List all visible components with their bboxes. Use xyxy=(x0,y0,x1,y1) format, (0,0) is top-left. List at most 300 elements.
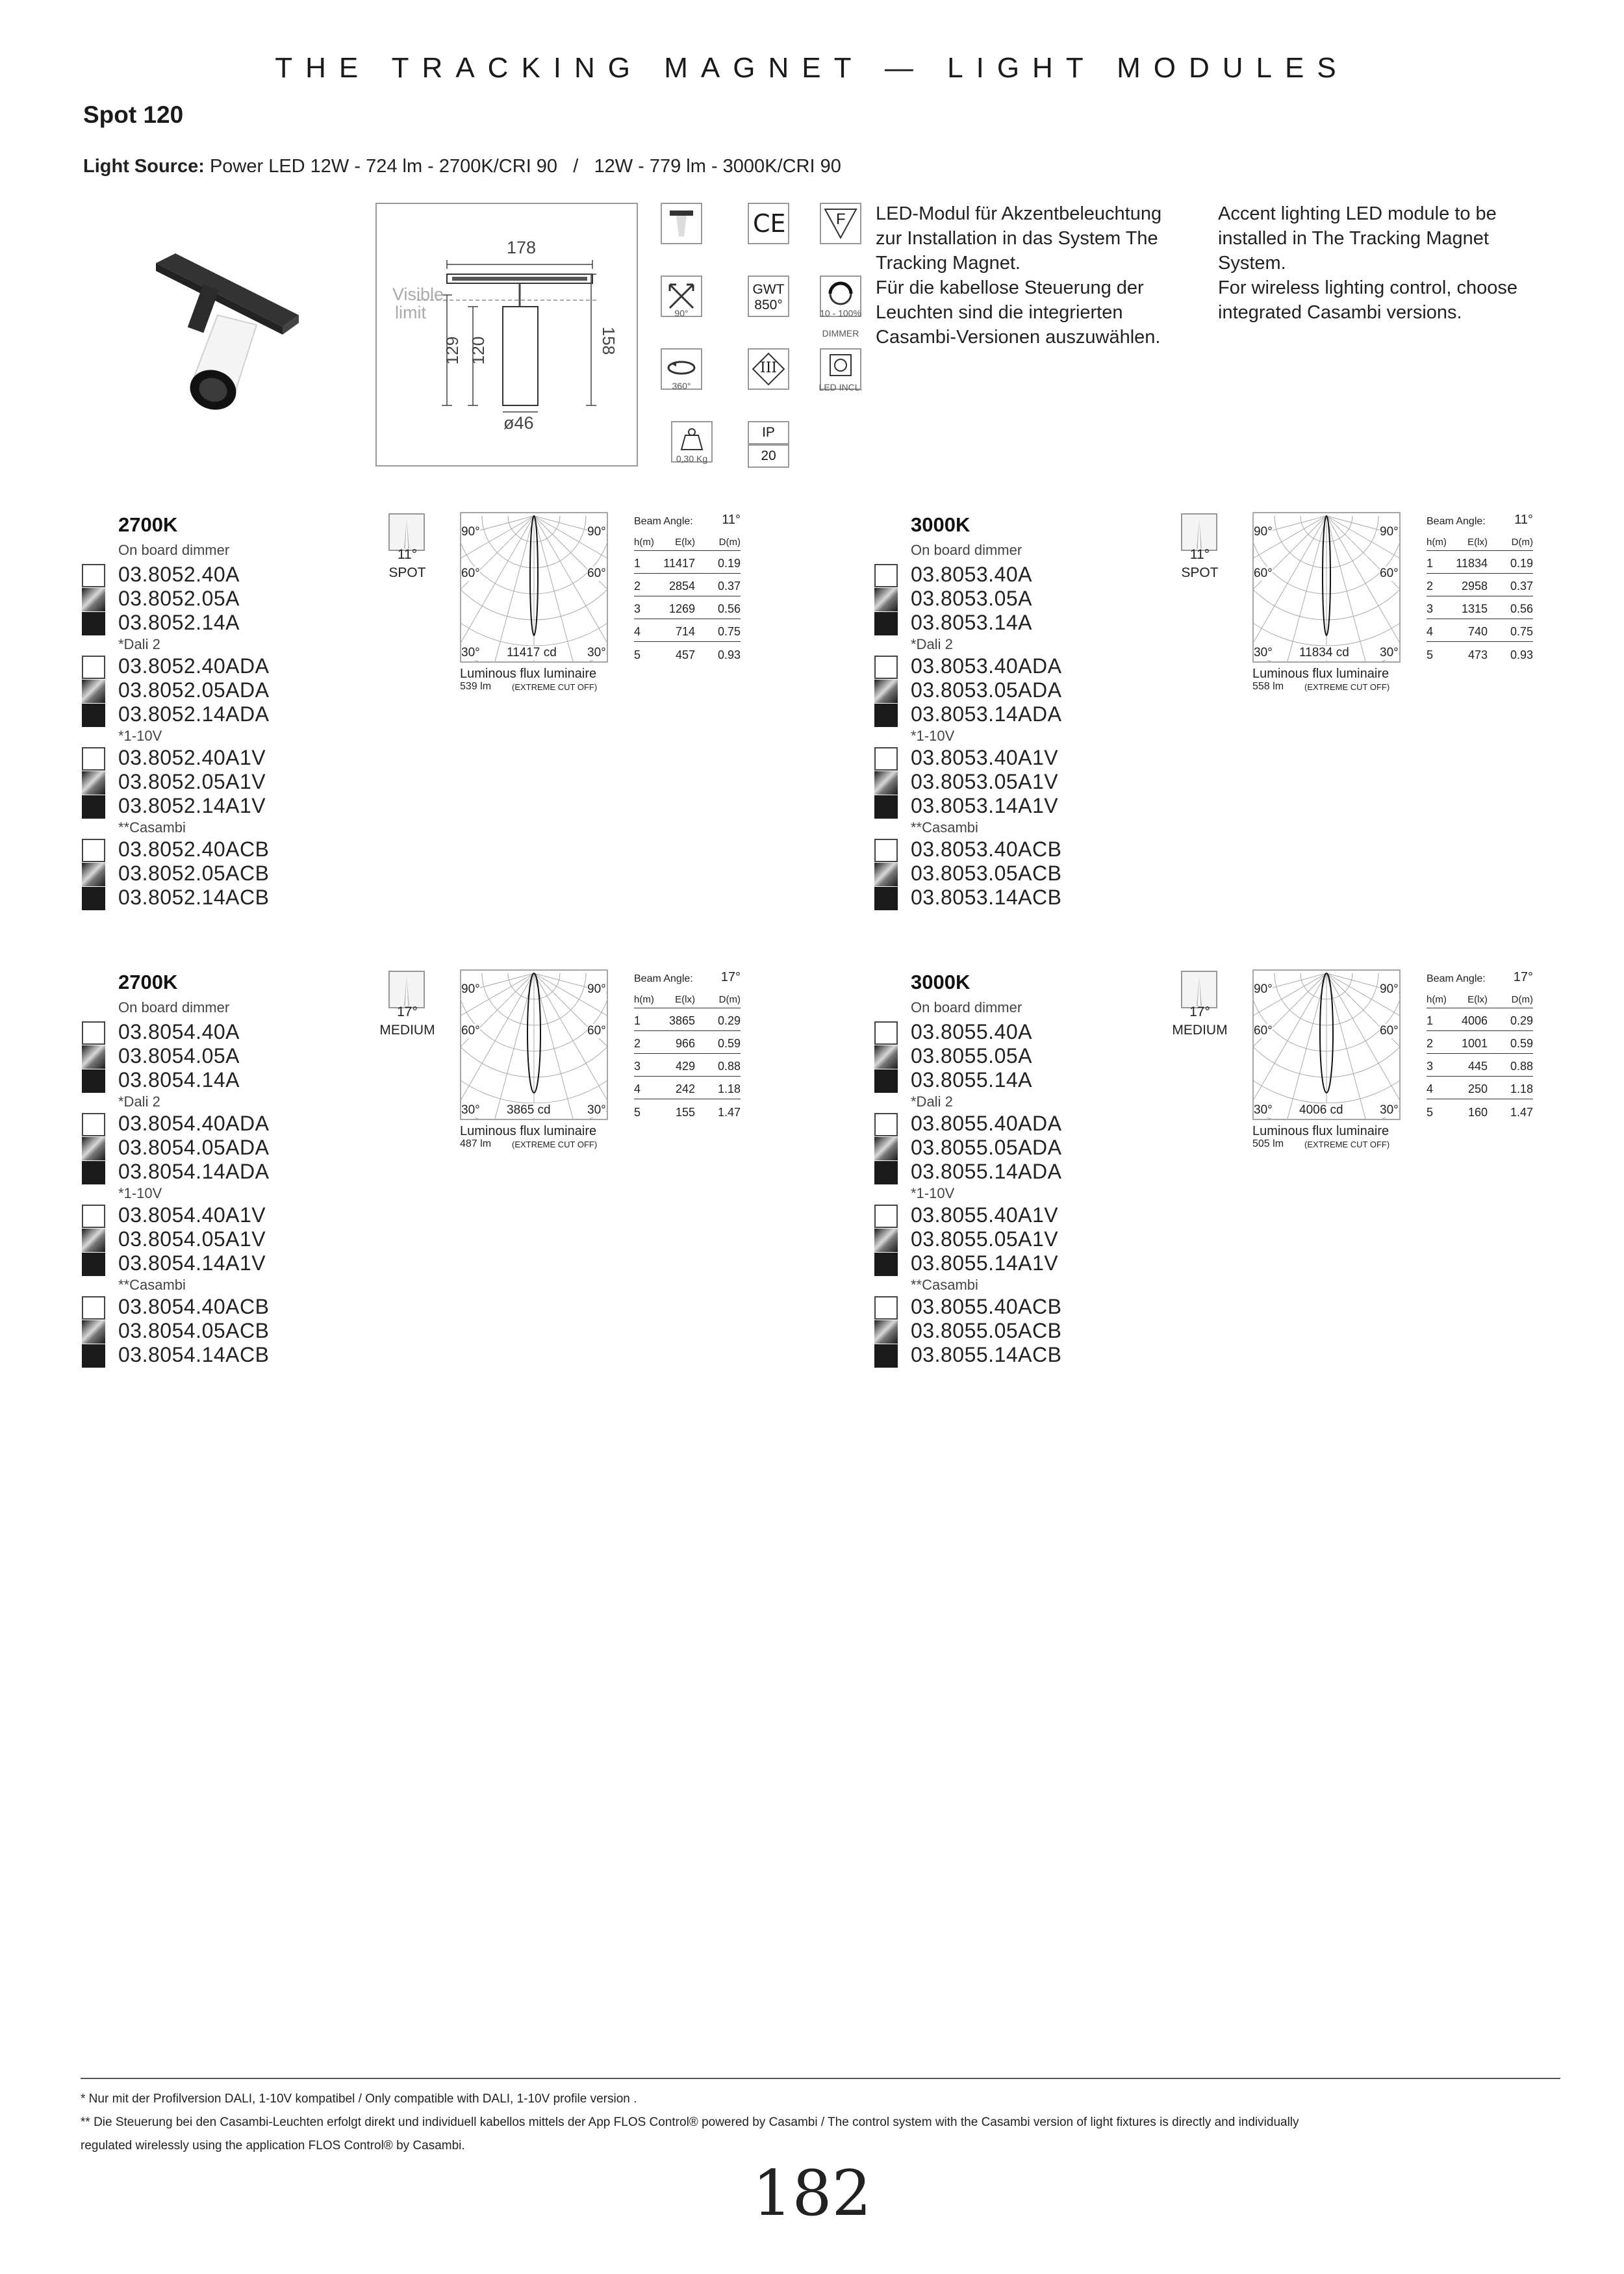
article-code: 03.8052.40A xyxy=(118,563,240,586)
table-header-cell: h(m) xyxy=(634,537,654,548)
table-angle: 11° xyxy=(1514,513,1533,527)
article-code: 03.8054.05A xyxy=(118,1044,240,1067)
technical-drawing xyxy=(375,203,638,466)
table-angle: 11° xyxy=(722,513,741,527)
table-cell: 740 xyxy=(1467,625,1488,638)
beam-angle-label: 17° xyxy=(397,1004,418,1019)
article-code: 03.8055.40A1V xyxy=(911,1203,1059,1227)
polar-angle-label: 30° xyxy=(461,646,480,659)
article-code: 03.8052.14ACB xyxy=(118,886,270,909)
article-code: 03.8053.05ACB xyxy=(911,862,1062,885)
table-cell: 155 xyxy=(675,1106,695,1119)
polar-angle-label: 60° xyxy=(461,567,480,580)
article-code: 03.8052.14A xyxy=(118,611,240,634)
table-header-cell: E(lx) xyxy=(675,537,695,548)
ip-icon: IP xyxy=(748,421,789,444)
cutoff-label: (EXTREME CUT OFF) xyxy=(512,1140,598,1149)
table-header-cell: D(m) xyxy=(718,994,741,1005)
article-code: 03.8052.05A1V xyxy=(118,770,266,793)
swatch-chrome xyxy=(82,771,105,795)
swatch-black xyxy=(874,1253,898,1276)
code-section-label: **Casambi xyxy=(118,819,186,836)
article-code: 03.8053.14ACB xyxy=(911,886,1062,909)
table-cell: 0.56 xyxy=(1510,602,1533,615)
article-code: 03.8052.14A1V xyxy=(118,794,266,817)
polar-angle-label: 60° xyxy=(1254,567,1273,580)
table-header-row xyxy=(634,528,741,551)
article-code: 03.8054.05A1V xyxy=(118,1227,266,1251)
description-en-line: Accent lighting LED module to be xyxy=(1218,203,1497,224)
cutoff-label: (EXTREME CUT OFF) xyxy=(1304,682,1390,692)
swatch-black xyxy=(874,1161,898,1184)
description-en-line: System. xyxy=(1218,253,1286,274)
dim-width: 178 xyxy=(507,238,537,257)
swatch-chrome xyxy=(874,1320,898,1344)
table-cell: 160 xyxy=(1467,1106,1488,1119)
beam-type-label: MEDIUM xyxy=(1172,1023,1228,1038)
polar-angle-label: 90° xyxy=(461,525,480,539)
table-cell: 11417 xyxy=(663,557,695,570)
swatch-chrome xyxy=(82,1229,105,1252)
code-section-label: **Casambi xyxy=(911,819,978,836)
swatch-white xyxy=(874,1205,898,1228)
table-cell: 2854 xyxy=(668,580,695,593)
article-code: 03.8053.40A xyxy=(911,563,1032,586)
group-temperature: 2700K xyxy=(118,971,178,993)
illuminance-table xyxy=(634,512,741,665)
footnote-2: ** Die Steuerung bei den Casambi-Leuchten erfolgt direkt und individuell kabellos mittels der App FLOS Control® powered by Casambi / The control system with the Casambi version of light fixtures is directly and individually xyxy=(81,2115,1299,2129)
table-cell: 445 xyxy=(1467,1060,1488,1073)
table-row xyxy=(634,574,741,596)
article-code: 03.8055.40A xyxy=(911,1020,1032,1043)
table-header-cell: h(m) xyxy=(634,994,654,1005)
footer-divider xyxy=(81,2078,1560,2079)
article-code: 03.8053.40A1V xyxy=(911,746,1059,769)
dimmer-range: 10 - 100% xyxy=(820,308,861,318)
table-title: Beam Angle: xyxy=(634,973,693,984)
table-cell: 1.18 xyxy=(717,1082,741,1095)
page-header: THE TRACKING MAGNET — LIGHT MODULES xyxy=(275,52,1349,84)
article-code: 03.8053.14A xyxy=(911,611,1032,634)
article-code: 03.8055.14A xyxy=(911,1068,1032,1092)
table-row xyxy=(634,1008,741,1031)
table-row xyxy=(634,1031,741,1054)
table-header-row xyxy=(1427,528,1533,551)
table-cell: 3 xyxy=(634,1060,641,1073)
dimmer-label: DIMMER xyxy=(822,328,859,339)
flux-label: Luminous flux luminaire xyxy=(460,1124,597,1138)
description-de-line: Leuchten sind die integrierten xyxy=(876,302,1123,323)
track-icon xyxy=(661,203,702,244)
table-row xyxy=(1427,1077,1533,1099)
code-section-label: *1-10V xyxy=(118,1185,162,1201)
polar-angle-label: 30° xyxy=(587,1103,606,1117)
swatch-black xyxy=(82,704,105,727)
swatch-chrome xyxy=(874,771,898,795)
swatch-black xyxy=(82,1161,105,1184)
table-cell: 0.93 xyxy=(1510,648,1533,661)
beam-angle-label: 11° xyxy=(1189,547,1210,562)
swatch-chrome xyxy=(874,1137,898,1160)
article-code: 03.8052.14ADA xyxy=(118,702,270,726)
article-code: 03.8055.14ADA xyxy=(911,1160,1062,1183)
table-cell: 0.37 xyxy=(717,580,741,593)
table-title-row xyxy=(1427,969,1533,985)
table-title-row xyxy=(634,969,741,985)
flux-value: 505 lm xyxy=(1252,1138,1284,1149)
swatch-chrome xyxy=(82,588,105,611)
article-code: 03.8055.40ACB xyxy=(911,1295,1062,1318)
table-cell: 5 xyxy=(634,648,641,661)
swatch-chrome xyxy=(874,588,898,611)
class-iii-icon xyxy=(748,348,789,390)
table-row xyxy=(634,642,741,665)
polar-angle-label: 60° xyxy=(1380,1024,1399,1038)
table-cell: 5 xyxy=(1427,648,1434,661)
table-cell: 5 xyxy=(1427,1106,1434,1119)
swatch-black xyxy=(874,887,898,910)
swatch-white xyxy=(874,564,898,587)
table-cell: 2 xyxy=(634,1037,641,1050)
table-cell: 0.75 xyxy=(1510,625,1533,638)
article-code: 03.8053.40ADA xyxy=(911,654,1062,678)
table-cell: 242 xyxy=(675,1082,695,1095)
beam-icon xyxy=(388,971,425,1008)
table-cell: 0.93 xyxy=(717,648,741,661)
table-cell: 0.29 xyxy=(1510,1014,1533,1027)
article-code: 03.8052.40ADA xyxy=(118,654,270,678)
table-cell: 0.88 xyxy=(717,1060,741,1073)
table-cell: 1315 xyxy=(1461,602,1488,615)
product-photo xyxy=(149,250,312,426)
flux-label: Luminous flux luminaire xyxy=(1252,667,1389,681)
table-cell: 0.19 xyxy=(1510,557,1533,570)
table-cell: 0.56 xyxy=(717,602,741,615)
polar-diagram xyxy=(1252,512,1401,663)
table-cell: 0.75 xyxy=(717,625,741,638)
table-cell: 0.29 xyxy=(717,1014,741,1027)
cutoff-label: (EXTREME CUT OFF) xyxy=(1304,1140,1390,1149)
table-row xyxy=(1427,619,1533,642)
article-code: 03.8053.40ACB xyxy=(911,837,1062,861)
light-source xyxy=(83,156,841,177)
swatch-white xyxy=(82,747,105,771)
code-section-label: *1-10V xyxy=(911,728,955,744)
description-de-line: Tracking Magnet. xyxy=(876,253,1021,274)
beam-angle-label: 17° xyxy=(1189,1004,1210,1019)
led-included-label: LED INCL. xyxy=(818,382,863,392)
table-row xyxy=(1427,1099,1533,1122)
beam-icon xyxy=(388,513,425,551)
table-cell: 473 xyxy=(1467,648,1488,661)
article-code: 03.8054.14A xyxy=(118,1068,240,1092)
description-de xyxy=(876,201,1161,350)
swatch-chrome xyxy=(874,680,898,703)
table-cell: 0.37 xyxy=(1510,580,1533,593)
swatch-white xyxy=(874,1021,898,1045)
table-cell: 1269 xyxy=(668,602,695,615)
table-header-cell: h(m) xyxy=(1427,537,1447,548)
beam-icon xyxy=(1181,513,1217,551)
swatch-white xyxy=(874,656,898,679)
article-code: 03.8054.14ACB xyxy=(118,1343,270,1366)
group-subtitle: On board dimmer xyxy=(118,542,230,558)
swatch-white xyxy=(82,1205,105,1228)
code-section-label: *Dali 2 xyxy=(118,1093,160,1110)
group-temperature: 3000K xyxy=(911,513,971,536)
table-cell: 11834 xyxy=(1456,557,1488,570)
article-code: 03.8055.40ADA xyxy=(911,1112,1062,1135)
light-source-value: Power LED 12W - 724 lm - 2700K/CRI 90 / 12W - 779 lm - 3000K/CRI 90 xyxy=(204,156,841,177)
polar-angle-label: 90° xyxy=(1380,982,1399,996)
table-cell: 4 xyxy=(634,1082,641,1095)
beam-type-label: MEDIUM xyxy=(379,1023,435,1038)
flux-label: Luminous flux luminaire xyxy=(460,667,597,681)
table-title: Beam Angle: xyxy=(1427,973,1486,984)
illuminance-table xyxy=(634,969,741,1122)
table-header-cell: E(lx) xyxy=(1467,994,1488,1005)
table-title: Beam Angle: xyxy=(634,516,693,527)
article-code: 03.8054.14ADA xyxy=(118,1160,270,1183)
table-cell: 1 xyxy=(1427,557,1434,570)
peak-intensity: 3865 cd xyxy=(507,1103,551,1117)
table-cell: 0.59 xyxy=(717,1037,741,1050)
table-title: Beam Angle: xyxy=(1427,516,1486,527)
table-cell: 0.19 xyxy=(717,557,741,570)
article-code: 03.8055.14ACB xyxy=(911,1343,1062,1366)
swatch-black xyxy=(82,887,105,910)
table-cell: 2 xyxy=(634,580,641,593)
limit-text: limit xyxy=(395,303,426,322)
swatch-white xyxy=(82,839,105,862)
table-header-cell: E(lx) xyxy=(675,994,695,1005)
article-code: 03.8053.05A1V xyxy=(911,770,1059,793)
visible-text: Visible xyxy=(392,285,444,304)
footnote-3: regulated wirelessly using the application FLOS Control® by Casambi. xyxy=(81,2139,465,2153)
gwt-value: 850° xyxy=(754,298,783,313)
polar-angle-label: 90° xyxy=(587,982,606,996)
description-en-line: installed in The Tracking Magnet xyxy=(1218,228,1489,249)
rotation-360-label: 360° xyxy=(672,381,691,391)
table-cell: 4 xyxy=(1427,625,1434,638)
table-row xyxy=(634,1054,741,1077)
table-angle: 17° xyxy=(720,970,741,984)
table-row xyxy=(1427,596,1533,619)
group-subtitle: On board dimmer xyxy=(911,999,1022,1016)
flux-value: 487 lm xyxy=(460,1138,492,1149)
description-de-line: Casambi-Versionen auszuwählen. xyxy=(876,327,1161,348)
polar-diagram xyxy=(1252,969,1401,1120)
polar-diagram xyxy=(460,512,608,663)
tilt-90-label: 90° xyxy=(674,308,689,318)
polar-angle-label: 30° xyxy=(1380,646,1399,659)
table-cell: 457 xyxy=(675,648,695,661)
dim-129: 129 xyxy=(442,336,463,365)
illuminance-table xyxy=(1427,512,1533,665)
article-code: 03.8055.05A xyxy=(911,1044,1032,1067)
article-code: 03.8052.05A xyxy=(118,587,240,610)
table-header-cell: D(m) xyxy=(1511,994,1533,1005)
peak-intensity: 11417 cd xyxy=(507,646,557,659)
swatch-black xyxy=(874,1069,898,1093)
beam-icon xyxy=(1181,971,1217,1008)
ip-value: 20 xyxy=(748,444,789,468)
table-header-cell: h(m) xyxy=(1427,994,1447,1005)
code-section-label: *Dali 2 xyxy=(911,1093,953,1110)
polar-angle-label: 60° xyxy=(1380,567,1399,580)
visible-limit-label xyxy=(392,285,444,322)
table-row xyxy=(634,1077,741,1099)
swatch-chrome xyxy=(874,1229,898,1252)
polar-angle-label: 90° xyxy=(1380,525,1399,539)
table-row xyxy=(634,551,741,574)
peak-intensity: 4006 cd xyxy=(1299,1103,1343,1117)
table-cell: 1.47 xyxy=(1510,1106,1533,1119)
group-temperature: 3000K xyxy=(911,971,971,993)
description-de-line: Für die kabellose Steuerung der xyxy=(876,277,1144,298)
swatch-white xyxy=(874,1113,898,1136)
table-cell: 5 xyxy=(634,1106,641,1119)
article-code: 03.8053.14ADA xyxy=(911,702,1062,726)
polar-angle-label: 30° xyxy=(1254,646,1273,659)
code-section-label: *1-10V xyxy=(118,728,162,744)
flux-value: 539 lm xyxy=(460,681,492,692)
table-cell: 1 xyxy=(634,557,641,570)
polar-angle-label: 30° xyxy=(1254,1103,1273,1117)
dim-diameter: ø46 xyxy=(503,413,534,433)
polar-angle-label: 90° xyxy=(1254,525,1273,539)
article-code: 03.8053.14A1V xyxy=(911,794,1059,817)
table-cell: 1.18 xyxy=(1510,1082,1533,1095)
swatch-white xyxy=(82,1021,105,1045)
group-temperature: 2700K xyxy=(118,513,178,536)
table-cell: 1.47 xyxy=(717,1106,741,1119)
article-code: 03.8054.05ACB xyxy=(118,1319,270,1342)
table-row xyxy=(1427,1008,1533,1031)
polar-angle-label: 60° xyxy=(461,1024,480,1038)
table-row xyxy=(1427,1054,1533,1077)
article-code: 03.8054.14A1V xyxy=(118,1251,266,1275)
swatch-white xyxy=(82,1296,105,1320)
class-iii-label: III xyxy=(760,360,778,376)
table-header-cell: D(m) xyxy=(718,537,741,548)
flux-value: 558 lm xyxy=(1252,681,1284,692)
polar-angle-label: 60° xyxy=(587,567,606,580)
swatch-white xyxy=(82,1113,105,1136)
polar-angle-label: 30° xyxy=(461,1103,480,1117)
table-header-row xyxy=(1427,985,1533,1008)
table-row xyxy=(1427,551,1533,574)
article-code: 03.8055.05ACB xyxy=(911,1319,1062,1342)
description-de-line: zur Installation in das System The xyxy=(876,228,1158,249)
table-angle: 17° xyxy=(1513,970,1533,984)
swatch-black xyxy=(82,1069,105,1093)
swatch-black xyxy=(874,795,898,819)
swatch-white xyxy=(874,1296,898,1320)
table-header-cell: E(lx) xyxy=(1467,537,1488,548)
table-cell: 966 xyxy=(675,1037,695,1050)
light-source-label: Light Source: xyxy=(83,156,205,177)
table-cell: 1001 xyxy=(1461,1037,1488,1050)
article-code: 03.8054.40ACB xyxy=(118,1295,270,1318)
beam-angle-label: 11° xyxy=(397,547,418,562)
swatch-black xyxy=(874,704,898,727)
table-cell: 250 xyxy=(1467,1082,1488,1095)
table-row xyxy=(634,619,741,642)
swatch-black xyxy=(874,612,898,635)
page-number: 182 xyxy=(752,2157,872,2230)
article-code: 03.8054.40ADA xyxy=(118,1112,270,1135)
flux-label: Luminous flux luminaire xyxy=(1252,1124,1389,1138)
table-cell: 4006 xyxy=(1461,1014,1488,1027)
swatch-black xyxy=(82,1253,105,1276)
product-title: Spot 120 xyxy=(83,101,184,128)
table-cell: 2 xyxy=(1427,580,1434,593)
code-section-label: *Dali 2 xyxy=(118,636,160,652)
description-de-line: LED-Modul für Akzentbeleuchtung xyxy=(876,203,1162,224)
table-header-row xyxy=(634,985,741,1008)
swatch-chrome xyxy=(874,863,898,886)
article-code: 03.8055.14A1V xyxy=(911,1251,1059,1275)
gwt-label: GWT xyxy=(752,282,785,297)
illuminance-table xyxy=(1427,969,1533,1122)
article-code: 03.8052.40A1V xyxy=(118,746,266,769)
code-section-label: **Casambi xyxy=(911,1277,978,1293)
code-section-label: *1-10V xyxy=(911,1185,955,1201)
table-row xyxy=(634,1099,741,1122)
footnote-1: * Nur mit der Profilversion DALI, 1-10V kompatibel / Only compatible with DALI, 1-10V profile version . xyxy=(81,2092,637,2106)
table-cell: 1 xyxy=(634,1014,641,1027)
polar-angle-label: 90° xyxy=(1254,982,1273,996)
table-cell: 3 xyxy=(1427,1060,1434,1073)
swatch-white xyxy=(874,839,898,862)
table-cell: 3865 xyxy=(668,1014,695,1027)
description-en-line: For wireless lighting control, choose xyxy=(1218,277,1517,298)
swatch-chrome xyxy=(82,1045,105,1069)
f-mark-icon xyxy=(820,203,861,244)
swatch-black xyxy=(82,795,105,819)
table-title-row xyxy=(1427,512,1533,528)
polar-angle-label: 60° xyxy=(1254,1024,1273,1038)
swatch-black xyxy=(82,612,105,635)
f-mark-letter: F xyxy=(836,211,846,228)
article-code: 03.8052.40ACB xyxy=(118,837,270,861)
table-row xyxy=(1427,642,1533,665)
table-title-row xyxy=(634,512,741,528)
polar-diagram xyxy=(460,969,608,1120)
beam-type-label: SPOT xyxy=(388,565,426,580)
polar-angle-label: 30° xyxy=(587,646,606,659)
table-cell: 429 xyxy=(675,1060,695,1073)
article-code: 03.8053.05A xyxy=(911,587,1032,610)
table-cell: 0.59 xyxy=(1510,1037,1533,1050)
swatch-chrome xyxy=(82,863,105,886)
swatch-chrome xyxy=(874,1045,898,1069)
ce-mark-icon: CE xyxy=(748,203,789,244)
description-en-line: integrated Casambi versions. xyxy=(1218,302,1462,323)
swatch-chrome xyxy=(82,1320,105,1344)
swatch-white xyxy=(82,656,105,679)
cutoff-label: (EXTREME CUT OFF) xyxy=(512,682,598,692)
dim-120: 120 xyxy=(468,336,488,365)
article-code: 03.8054.40A1V xyxy=(118,1203,266,1227)
article-code: 03.8054.40A xyxy=(118,1020,240,1043)
polar-angle-label: 90° xyxy=(461,982,480,996)
code-section-label: **Casambi xyxy=(118,1277,186,1293)
table-cell: 1 xyxy=(1427,1014,1434,1027)
table-row xyxy=(634,596,741,619)
group-subtitle: On board dimmer xyxy=(911,542,1022,558)
